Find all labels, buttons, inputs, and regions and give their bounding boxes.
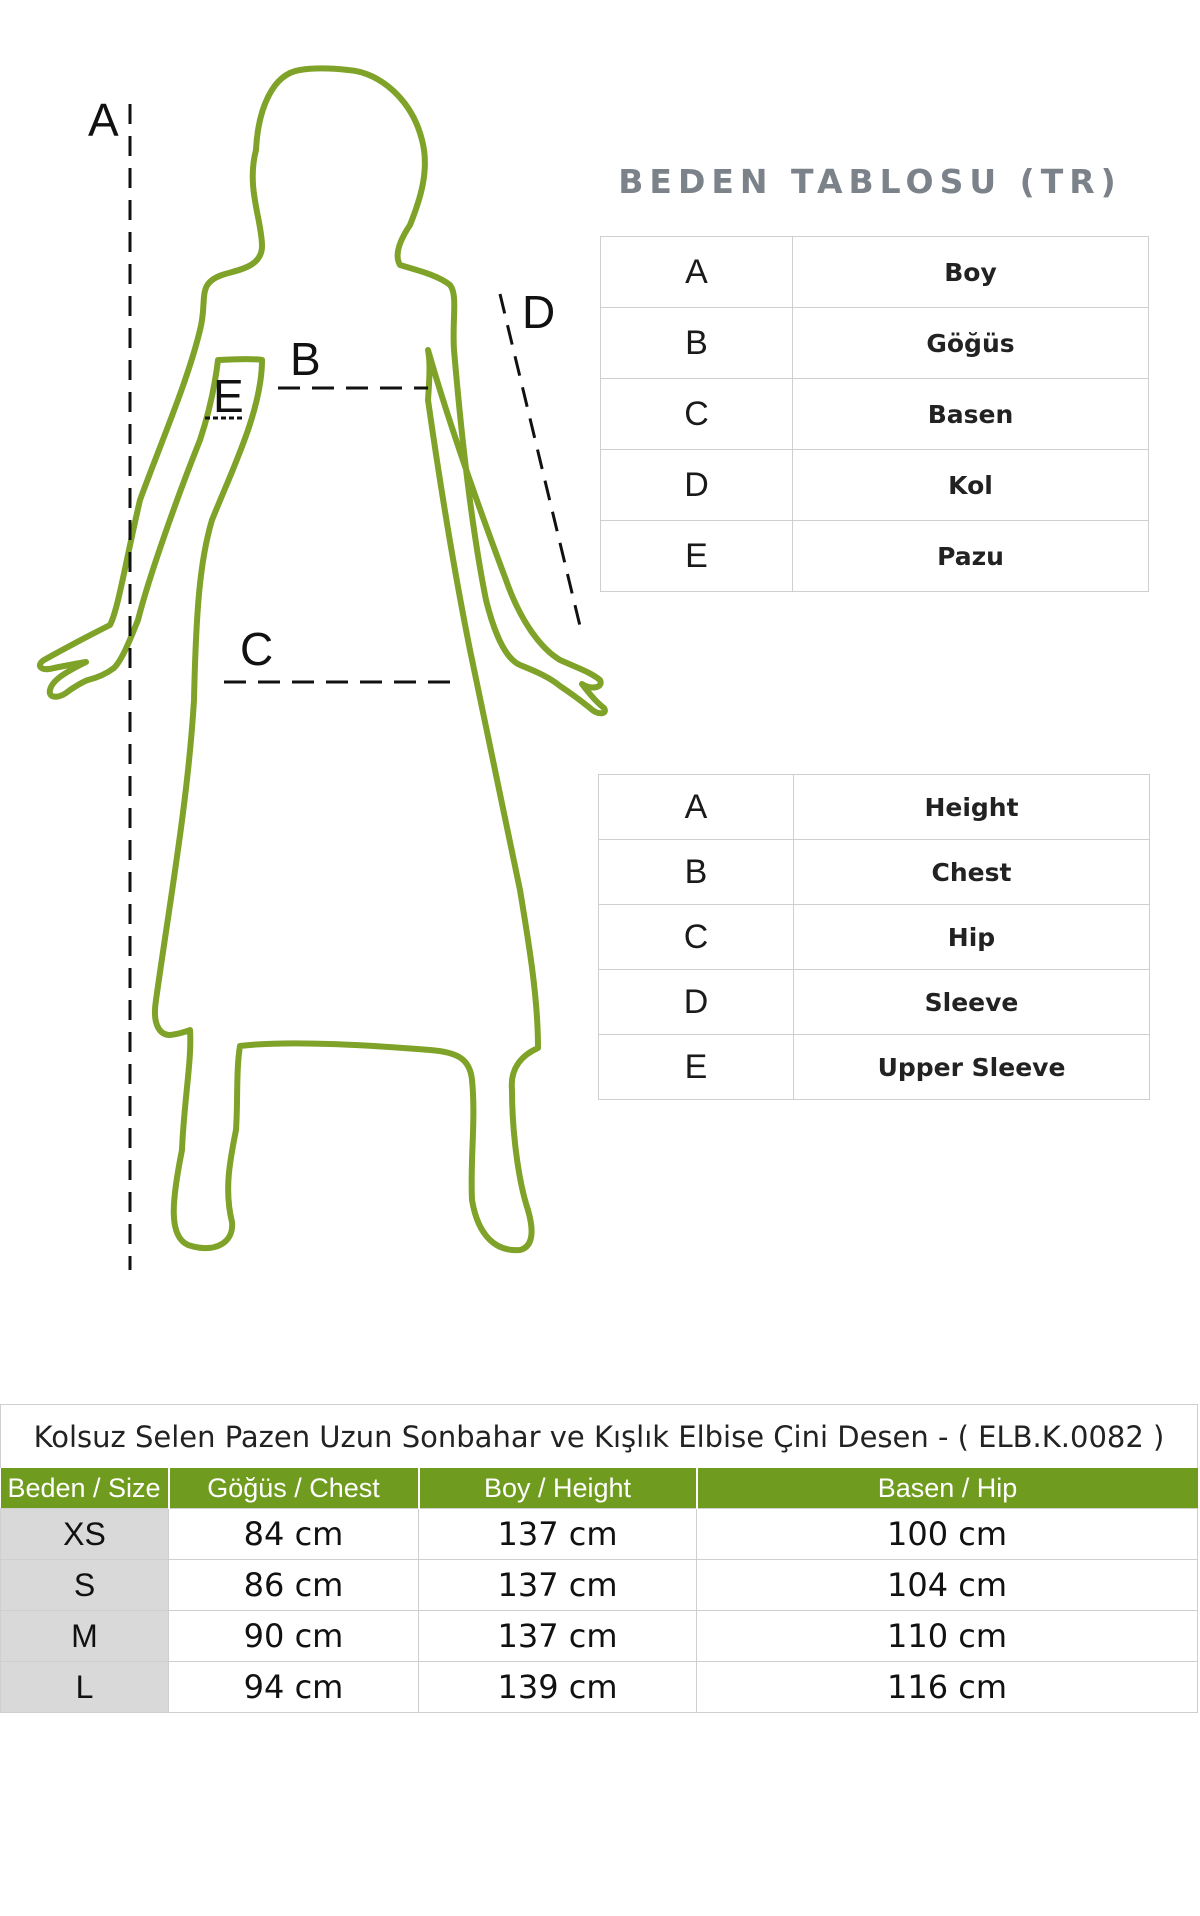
legend-row [601,379,1149,450]
table-row [1,1611,1198,1662]
chest-cell: 94 cm [169,1662,419,1713]
legend-key: C [601,379,793,450]
legend-row [599,905,1150,970]
legend-row [601,237,1149,308]
height-cell: 139 cm [419,1662,697,1713]
label-e: E [213,370,244,422]
legend-key: B [599,840,794,905]
legend-label: Boy [793,237,1149,308]
legend-label: Hip [794,905,1150,970]
label-d: D [522,286,556,338]
legend-key: B [601,308,793,379]
chest-cell: 86 cm [169,1560,419,1611]
height-cell: 137 cm [419,1611,697,1662]
legend-key: E [599,1035,794,1100]
label-c: C [240,623,274,675]
height-cell: 137 cm [419,1509,697,1560]
size-chart-header-row [1,1468,1198,1509]
label-b: B [290,333,321,385]
size-cell: XS [1,1509,169,1560]
label-a: A [88,94,119,146]
legend-row [599,775,1150,840]
legend-row [601,450,1149,521]
hip-cell: 116 cm [697,1662,1198,1713]
legend-label: Chest [794,840,1150,905]
legend-key: A [601,237,793,308]
legend-row [599,1035,1150,1100]
hip-cell: 104 cm [697,1560,1198,1611]
legend-row [601,308,1149,379]
measurement-legend-en [598,774,1150,1100]
product-title: Kolsuz Selen Pazen Uzun Sonbahar ve Kışlık Elbise Çini Desen - ( ELB.K.0082 ) [0,1404,1198,1468]
chest-cell: 90 cm [169,1611,419,1662]
table-row [1,1560,1198,1611]
legend-label: Upper Sleeve [794,1035,1150,1100]
legend-label: Basen [793,379,1149,450]
column-header-size: Beden / Size [1,1468,169,1509]
size-cell: L [1,1662,169,1713]
size-chart [0,1404,1198,1713]
size-table-heading-tr: BEDEN TABLOSU (TR) [618,162,1122,201]
legend-row [599,840,1150,905]
size-cell: M [1,1611,169,1662]
column-header-height: Boy / Height [419,1468,697,1509]
sleeve-measure-line [500,294,580,626]
legend-key: E [601,521,793,592]
legend-row [601,521,1149,592]
column-header-hip: Basen / Hip [697,1468,1198,1509]
legend-label: Height [794,775,1150,840]
legend-key: A [599,775,794,840]
legend-key: D [599,970,794,1035]
legend-label: Kol [793,450,1149,521]
legend-label: Göğüs [793,308,1149,379]
table-row [1,1662,1198,1713]
hip-cell: 100 cm [697,1509,1198,1560]
legend-key: D [601,450,793,521]
hip-cell: 110 cm [697,1611,1198,1662]
height-cell: 137 cm [419,1560,697,1611]
legend-label: Pazu [793,521,1149,592]
chest-cell: 84 cm [169,1509,419,1560]
legend-label: Sleeve [794,970,1150,1035]
legend-row [599,970,1150,1035]
size-cell: S [1,1560,169,1611]
table-row [1,1509,1198,1560]
legend-key: C [599,905,794,970]
size-chart-table [0,1468,1198,1713]
body-measurement-figure [0,0,640,1280]
body-silhouette [40,69,605,1251]
measurement-legend-tr [600,236,1149,592]
column-header-chest: Göğüs / Chest [169,1468,419,1509]
